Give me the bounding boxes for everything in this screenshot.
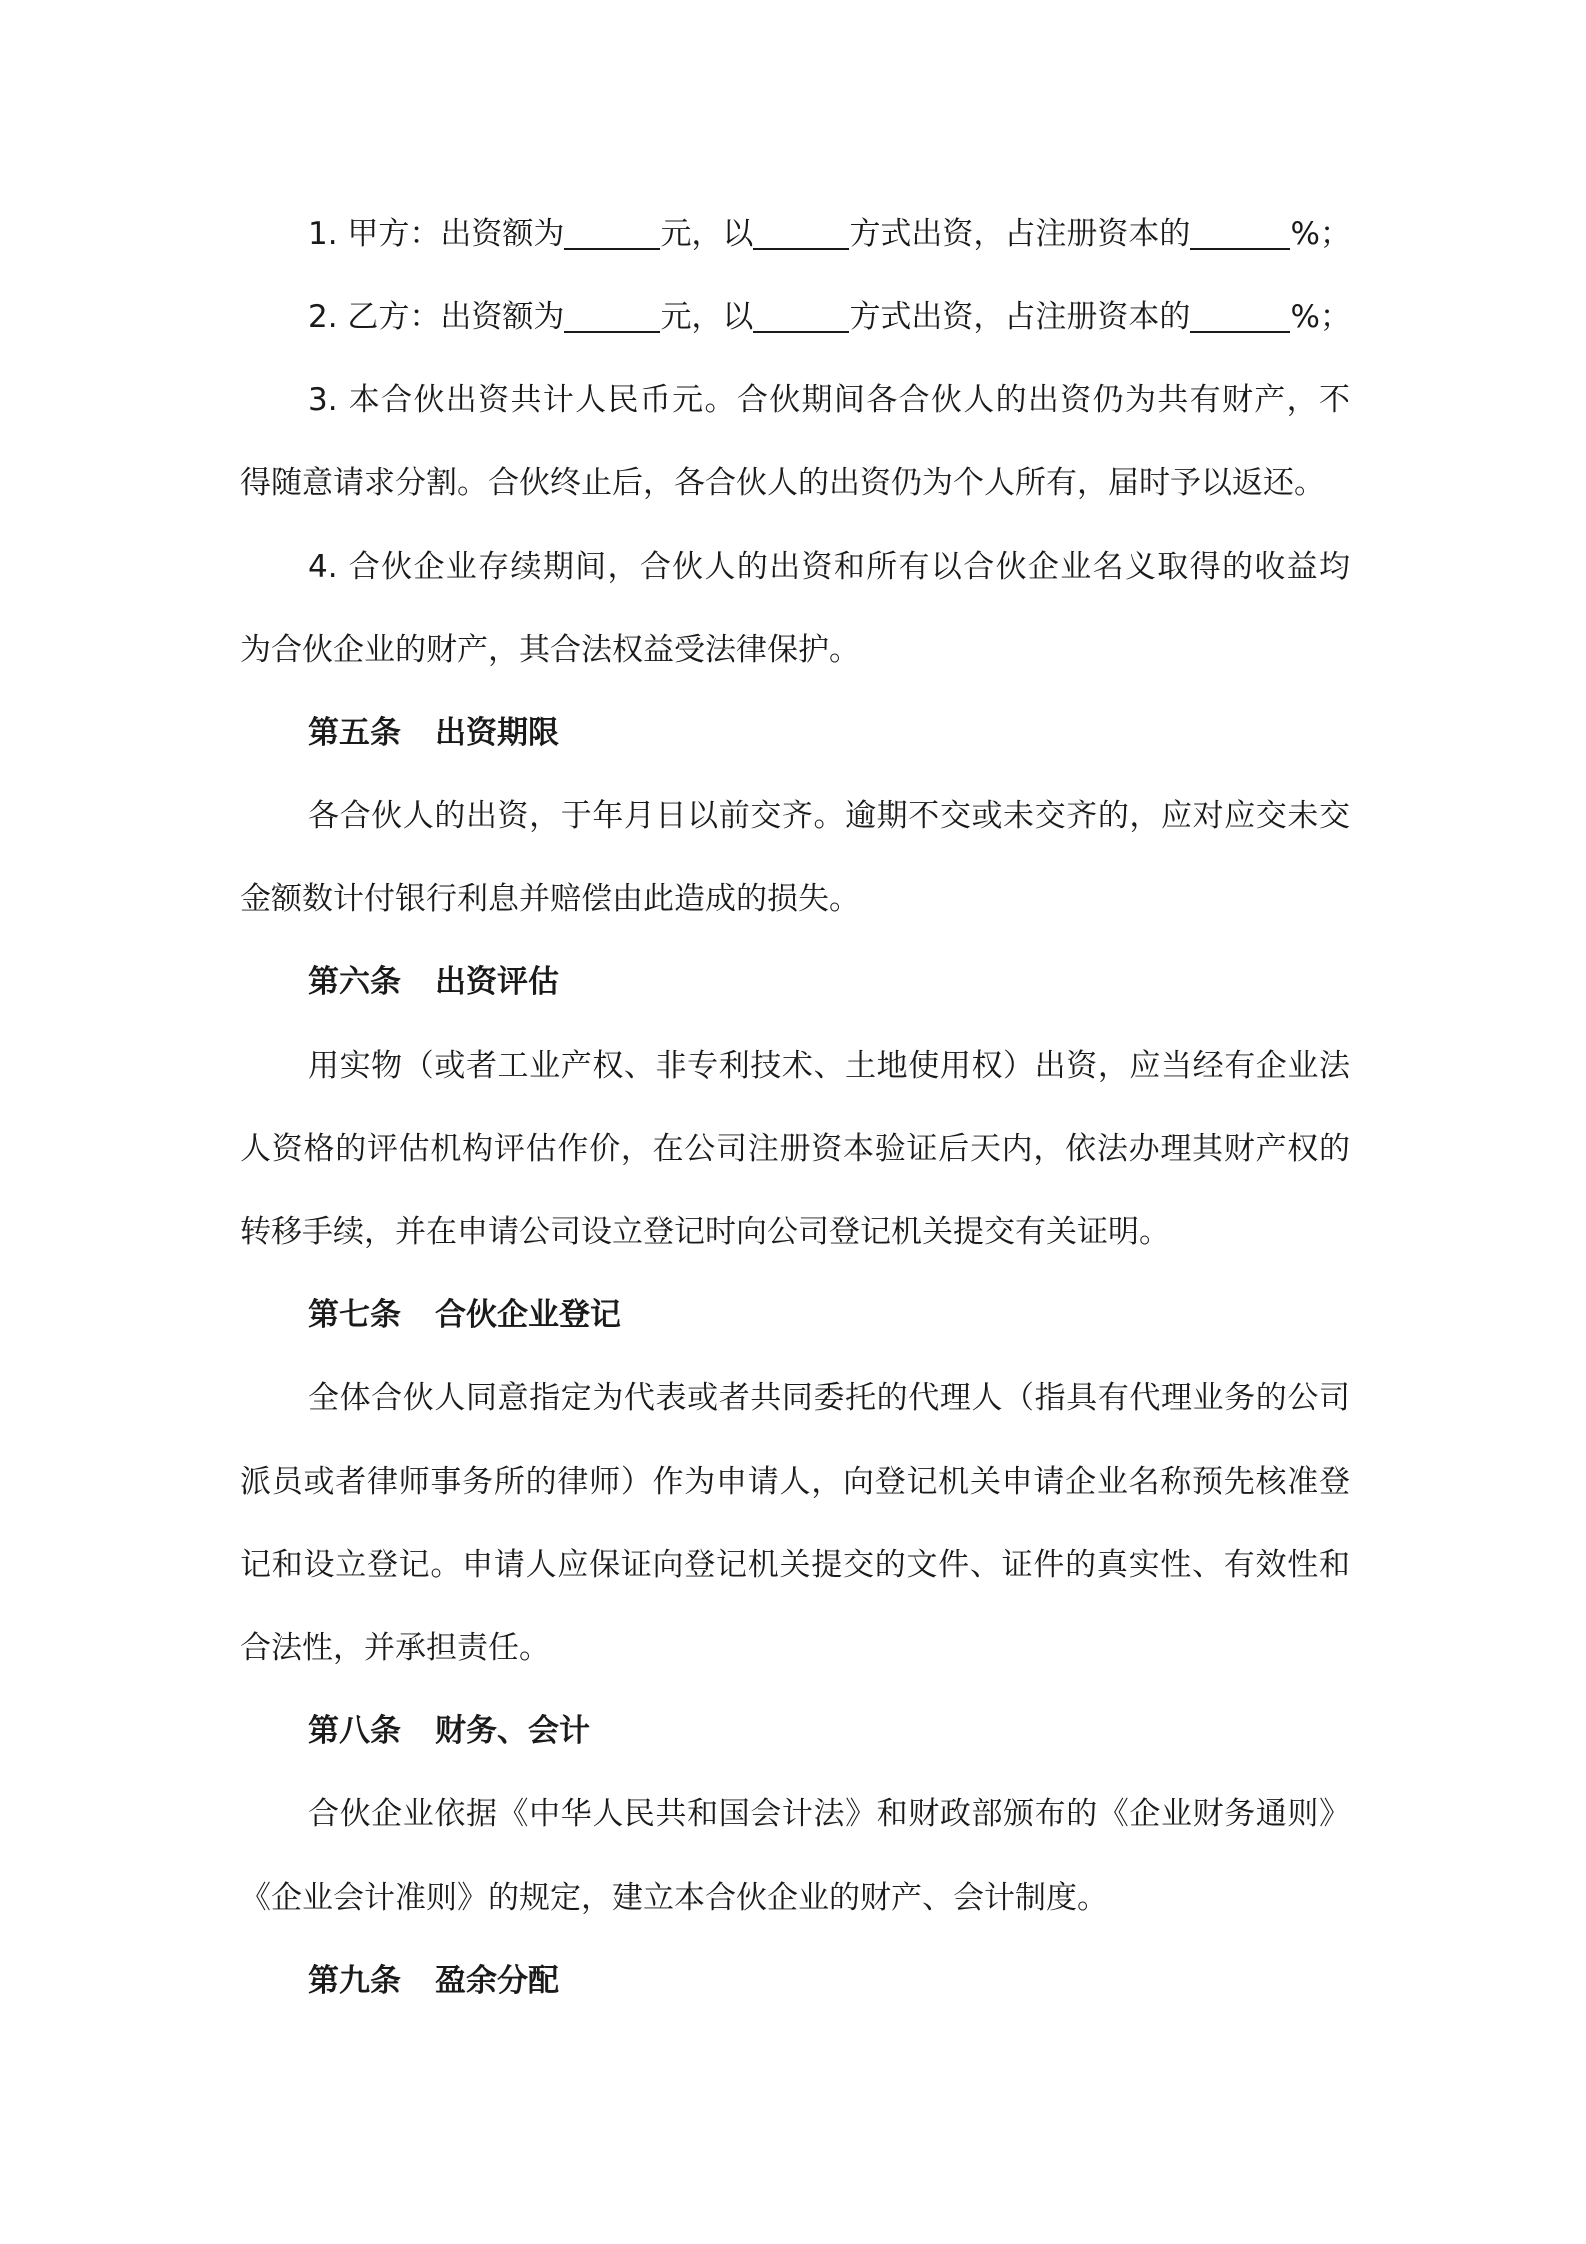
article-6-line-3: 转移手续，并在申请公司设立登记时向公司登记机关提交有关证明。: [240, 1214, 1170, 1250]
article-8-heading: 第八条 财务、会计: [308, 1713, 590, 1749]
item-4-line-1: 4. 合伙企业存续期间，合伙人的出资和所有以合伙企业名义取得的收益均: [308, 549, 1350, 585]
item-jia: 1. 甲方：出资额为 元，以 方式出资，占注册资本的 %；: [308, 216, 1351, 252]
article-7-line-2: 派员或者律师事务所的律师）作为申请人，向登记机关申请企业名称预先核准登: [240, 1464, 1350, 1500]
article-7-line-3: 记和设立登记。申请人应保证向登记机关提交的文件、证件的真实性、有效性和: [240, 1547, 1350, 1583]
blank-amount: [564, 218, 660, 250]
article-6-line-1: 用实物（或者工业产权、非专利技术、土地使用权）出资，应当经有企业法: [308, 1048, 1350, 1084]
article-5-line-2: 金额数计付银行利息并赔偿由此造成的损失。: [240, 881, 860, 917]
article-7-line-1: 全体合伙人同意指定为代表或者共同委托的代理人（指具有代理业务的公司: [308, 1380, 1350, 1416]
article-8-line-2: 《企业会计准则》的规定，建立本合伙企业的财产、会计制度。: [240, 1880, 1108, 1916]
article-6-line-2: 人资格的评估机构评估作价，在公司注册资本验证后天内，依法办理其财产权的: [240, 1131, 1350, 1167]
item-3-line-1: 3. 本合伙出资共计人民币元。合伙期间各合伙人的出资仍为共有财产，不: [308, 382, 1350, 418]
article-7-line-4: 合法性，并承担责任。: [240, 1630, 550, 1666]
item-yi: 2. 乙方：出资额为 元，以 方式出资，占注册资本的 %；: [308, 299, 1351, 335]
article-6-heading: 第六条 出资评估: [308, 964, 559, 1000]
article-5-heading: 第五条 出资期限: [308, 715, 559, 751]
article-9-heading: 第九条 盈余分配: [308, 1963, 559, 1999]
article-7-heading: 第七条 合伙企业登记: [308, 1297, 621, 1333]
item-3-line-2: 得随意请求分割。合伙终止后，各合伙人的出资仍为个人所有，届时予以返还。: [240, 465, 1325, 501]
blank-percent: [1190, 301, 1290, 333]
blank-amount: [564, 301, 660, 333]
blank-method: [753, 301, 849, 333]
article-8-line-1: 合伙企业依据《中华人民共和国会计法》和财政部颁布的《企业财务通则》: [308, 1796, 1350, 1832]
article-5-line-1: 各合伙人的出资，于年月日以前交齐。逾期不交或未交齐的，应对应交未交: [308, 798, 1350, 834]
blank-method: [753, 218, 849, 250]
item-4-line-2: 为合伙企业的财产，其合法权益受法律保护。: [240, 632, 860, 668]
blank-percent: [1190, 218, 1290, 250]
